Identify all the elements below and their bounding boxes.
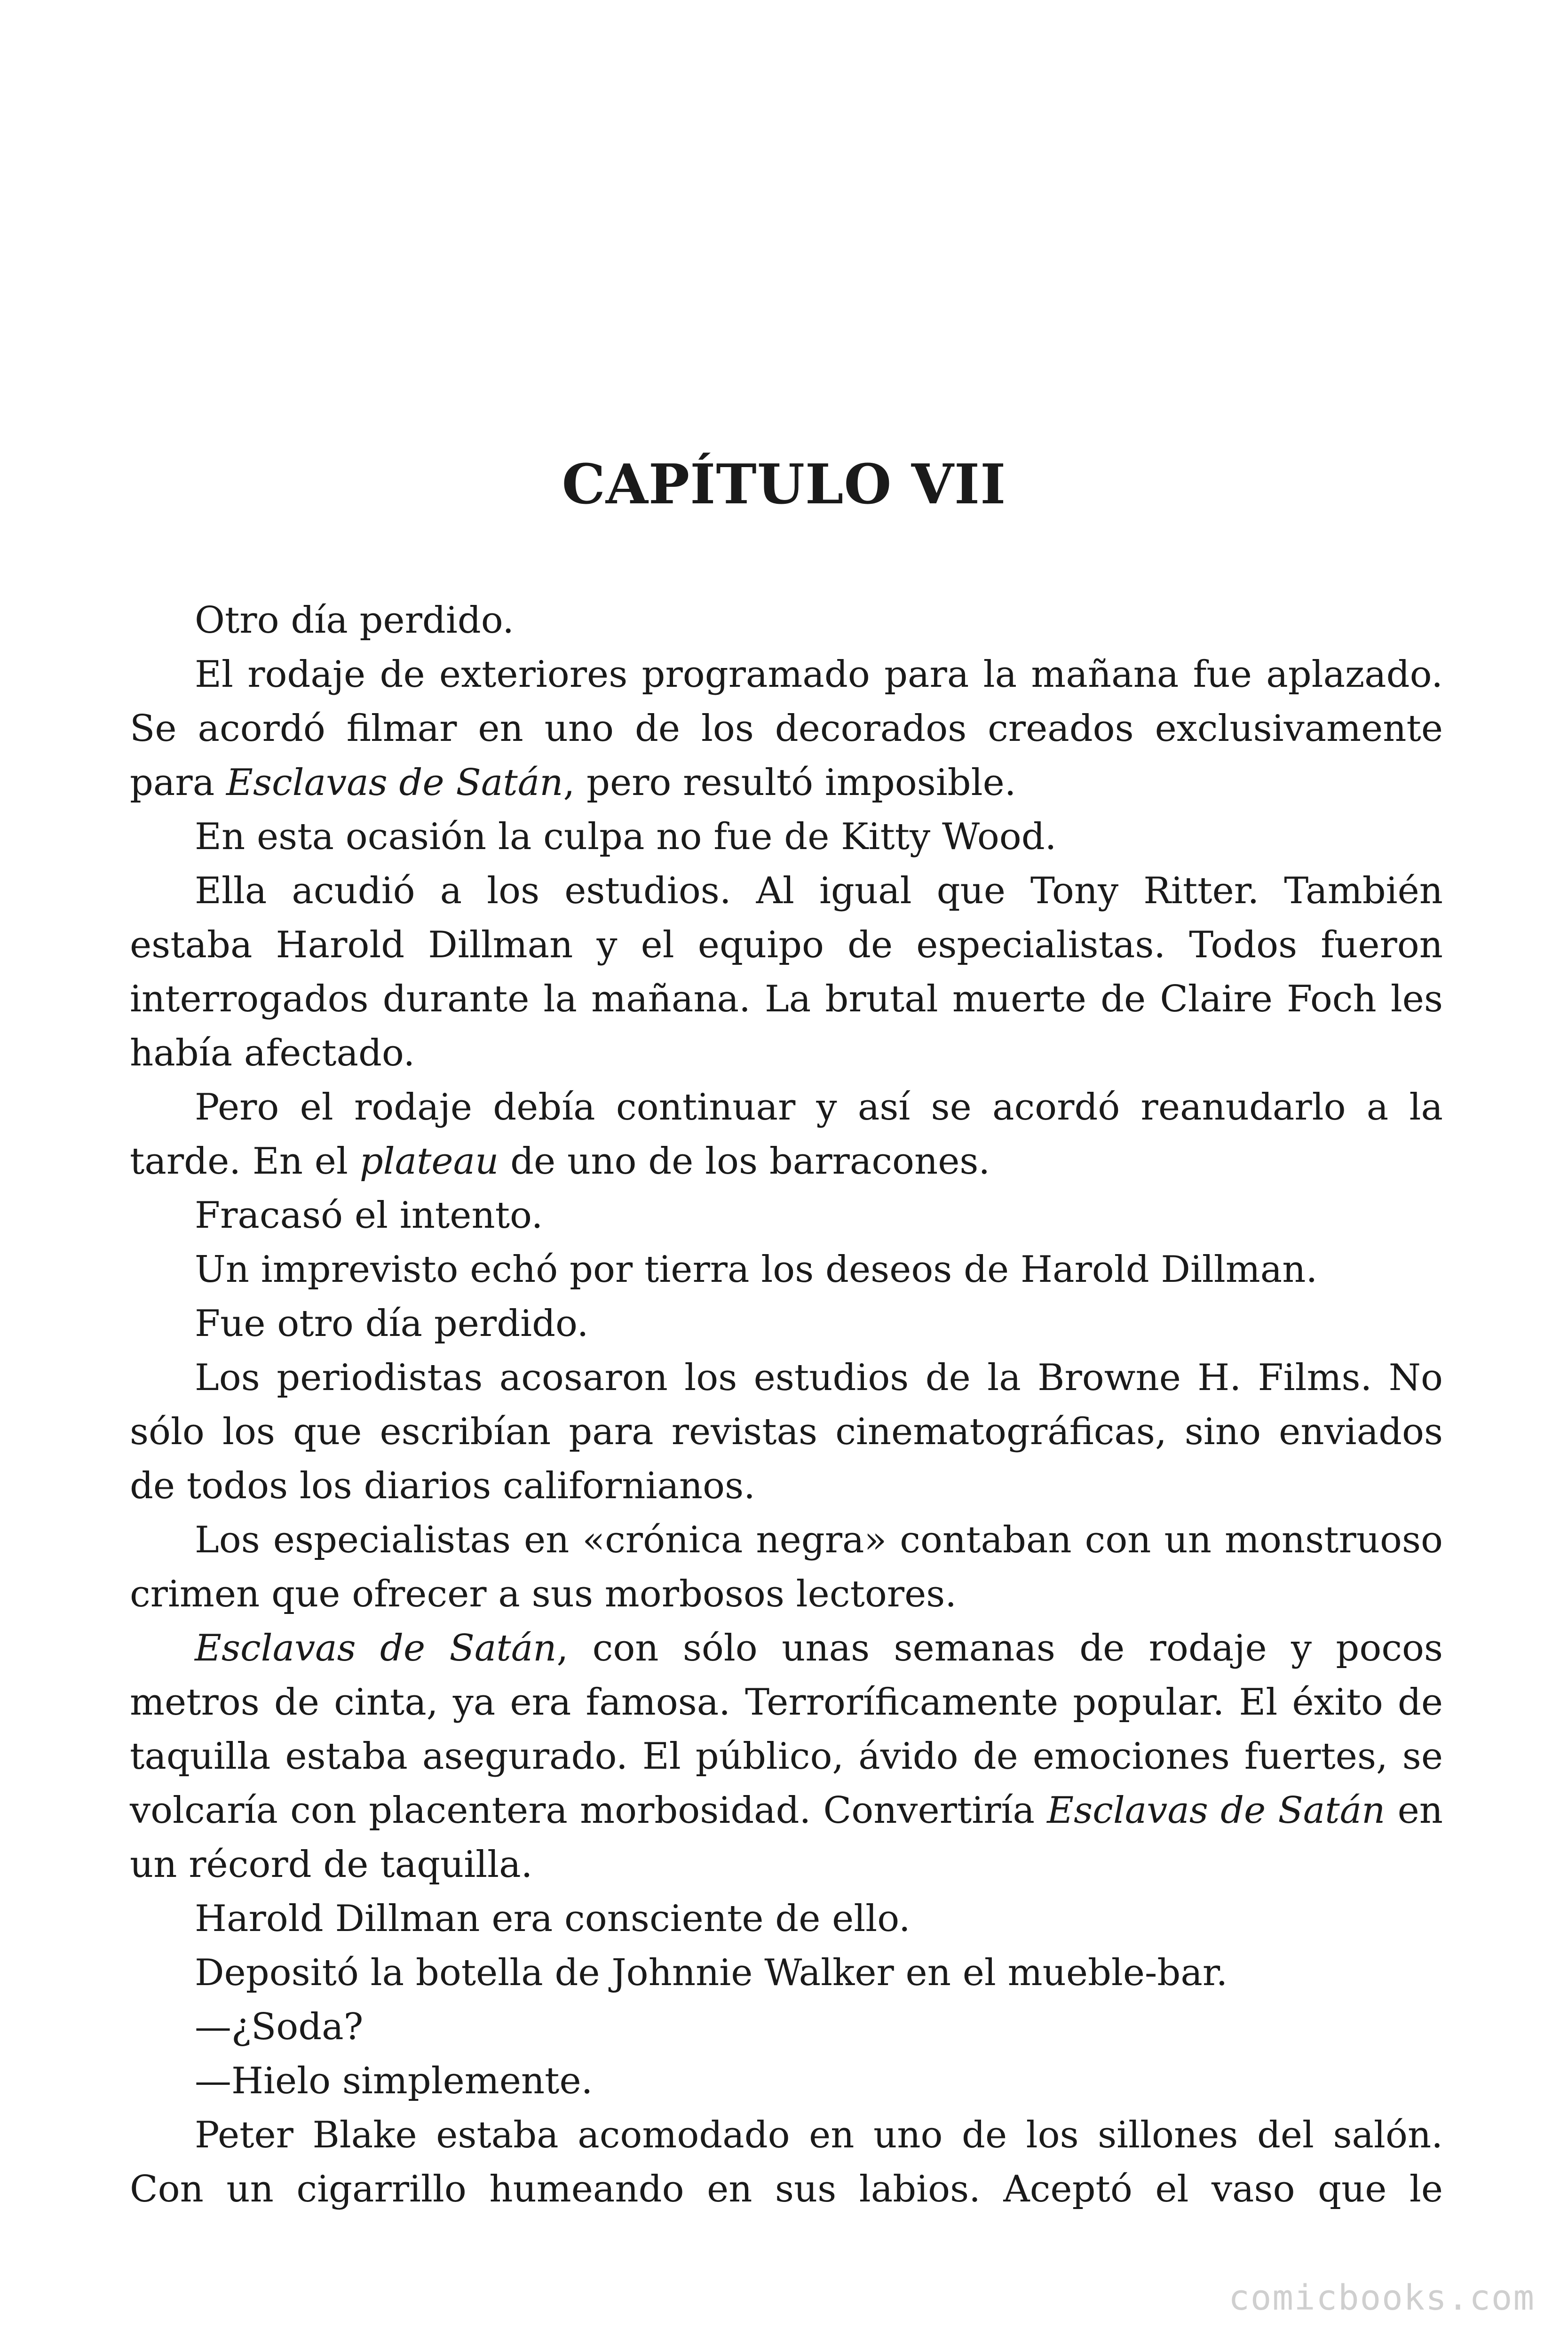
paragraph — [130, 1243, 1443, 1297]
chapter-body — [130, 594, 1443, 2217]
paragraph — [130, 1297, 1443, 1351]
paragraph — [130, 594, 1443, 648]
text-run: de uno de los barracones. — [499, 1140, 990, 1183]
text-run: en un récord de taquilla. — [130, 1789, 1443, 1886]
text-run: Fue otro día perdido. — [195, 1303, 589, 1345]
paragraph — [130, 1189, 1443, 1243]
text-run: Pero el rodaje debía continuar y así se acordó reanudarlo a la tarde. En el — [130, 1086, 1443, 1183]
paragraph — [130, 2108, 1443, 2217]
paragraph — [130, 2000, 1443, 2054]
paragraph — [130, 1513, 1443, 1621]
text-run: —Hielo simplemente. — [195, 2060, 593, 2102]
text-run: , pero resultó imposible. — [563, 762, 1016, 804]
text-run: Los periodistas acosaron los estudios de la Browne H. Films. No sólo los que escribían para revistas cinematográficas, sino enviados de todos los diarios californianos. — [130, 1357, 1443, 1507]
chapter-title: CAPÍTULO VII — [562, 453, 1006, 516]
paragraph — [130, 2054, 1443, 2108]
watermark-text: comicbooks.com — [1228, 2278, 1535, 2318]
text-run: Ella acudió a los estudios. Al igual que Tony Ritter. También estaba Harold Dillman y el equipo de especialistas. Todos fueron interrogados durante la mañana. La brutal muerte de Claire Foch les había afectado. — [130, 870, 1443, 1074]
text-run: Un imprevisto echó por tierra los deseos de Harold Dillman. — [195, 1248, 1318, 1291]
text-run: , con sólo unas semanas de rodaje y pocos metros de cinta, ya era famosa. Terroríficamente popular. El éxito de taquilla estaba asegurado. El público, ávido de emociones fuertes, se volcaría con placentera morbosidad. Convertiría — [130, 1627, 1443, 1832]
italic-text: Esclavas de Satán — [226, 762, 563, 804]
text-run: Depositó la botella de Johnnie Walker en el mueble-bar. — [195, 1952, 1228, 1994]
text-run: Fracasó el intento. — [195, 1194, 543, 1237]
italic-text: Esclavas de Satán — [1047, 1789, 1386, 1832]
text-run: En esta ocasión la culpa no fue de Kitty Wood. — [195, 816, 1057, 858]
text-run: Harold Dillman era consciente de ello. — [195, 1898, 911, 1940]
text-run: El rodaje de exteriores programado para la mañana fue aplazado. Se acordó filmar en uno de los decorados creados exclusivamente para — [130, 653, 1443, 804]
paragraph — [130, 648, 1443, 810]
paragraph — [130, 1892, 1443, 1946]
paragraph — [130, 1621, 1443, 1892]
text-run: Los especialistas en «crónica negra» contaban con un monstruoso crimen que ofrecer a sus morbosos lectores. — [130, 1519, 1443, 1615]
paragraph — [130, 1946, 1443, 2000]
text-run: —¿Soda? — [195, 2006, 364, 2048]
italic-text: Esclavas de Satán — [195, 1627, 557, 1669]
paragraph — [130, 1351, 1443, 1513]
paragraph — [130, 864, 1443, 1081]
text-run: Otro día perdido. — [195, 599, 515, 642]
text-run: Peter Blake estaba acomodado en uno de los sillones del salón. Con un cigarrillo humeando en sus labios. Aceptó el vaso que le — [130, 2114, 1443, 2210]
paragraph — [130, 810, 1443, 864]
paragraph — [130, 1081, 1443, 1189]
italic-text: plateau — [359, 1140, 499, 1183]
